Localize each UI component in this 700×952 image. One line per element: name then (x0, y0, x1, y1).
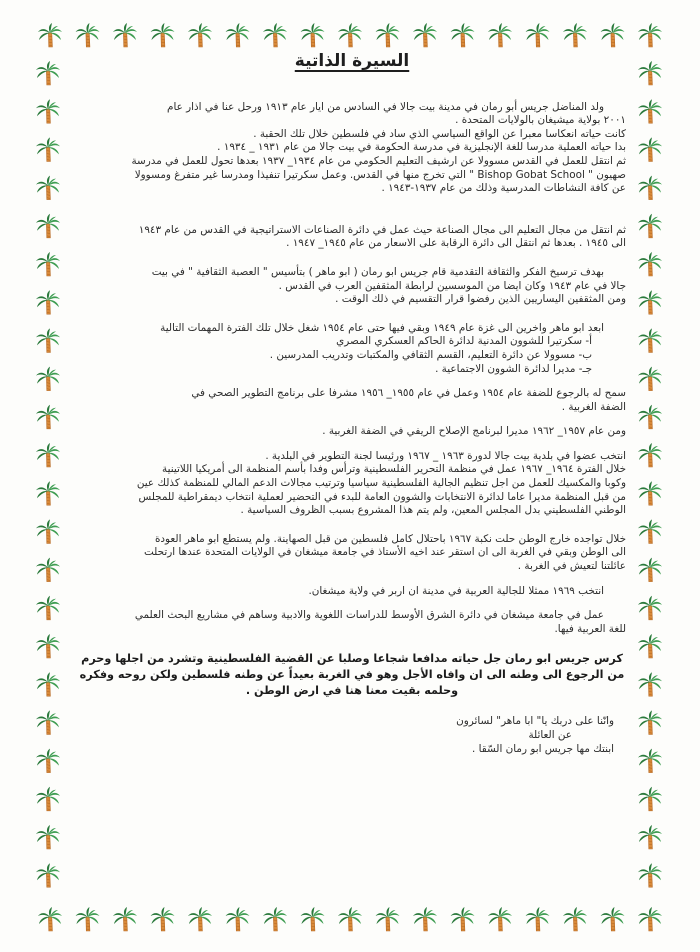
paragraph-industry (78, 224, 626, 251)
text-line: وحلمه بقيت معنا هنا في ارض الوطن . (245, 684, 459, 698)
text-line: ب- مسوولا عن دائرة التعليم، القسم الثقافي والمكتبات وتدريب المدرسين . (269, 348, 592, 361)
palm-tree-icon (638, 863, 662, 887)
palm-tree-icon (338, 907, 362, 931)
signature-block (78, 714, 626, 756)
palm-tree-icon (301, 23, 325, 47)
palm-tree-icon (638, 252, 662, 276)
palm-tree-icon (638, 99, 662, 123)
palm-tree-icon (226, 907, 250, 931)
text-line: سمح له بالرجوع للضفة عام ١٩٥٤ وعمل في عام ١٩٥٥_ ١٩٥٦ مشرفا على برنامج التطوير الصحي في (191, 387, 626, 400)
palm-tree-icon (638, 214, 662, 238)
text-line: ٢٠٠١ بولاية ميشيغان بالولايات المتحدة . (455, 114, 626, 127)
paragraph-michigan (78, 585, 626, 599)
palm-tree-icon (526, 907, 550, 931)
palm-tree-icon (451, 23, 475, 47)
palm-tree-icon (36, 252, 60, 276)
palm-tree-icon (36, 825, 60, 849)
text-line: الى الوطن وبقي في الغربة الى ان استقر عند اخيه الأستاذ في جامعة ميشغان في الولايات المتحدة عندها ارتحلت (143, 546, 626, 559)
paragraph-university (78, 609, 626, 636)
palm-tree-icon (563, 907, 587, 931)
palm-tree-icon (638, 290, 662, 314)
text-line: خلال تواجده خارج الوطن حلت نكبة ١٩٦٧ باحتلال كامل فلسطين من قبل الصهاينة. ولم يستطع ابو ماهر العودة (154, 532, 626, 545)
palm-tree-icon (36, 328, 60, 352)
palm-tree-icon (638, 367, 662, 391)
palm-tree-icon (638, 787, 662, 811)
palm-tree-icon (36, 749, 60, 773)
palm-tree-icon (263, 907, 287, 931)
palm-tree-icon (36, 481, 60, 505)
palm-tree-icon (36, 443, 60, 467)
paragraph-plo (78, 450, 626, 518)
paragraph-exile (78, 533, 626, 574)
text-line: ومن عام ١٩٥٧_ ١٩٦٢ مديرا لبرنامج الإصلاح الريفي في الضفة الغربية . (322, 425, 626, 438)
paragraph-culture (78, 266, 626, 307)
palm-tree-icon (188, 23, 212, 47)
palm-tree-icon (36, 596, 60, 620)
text-line: الضفة الغربية . (561, 400, 626, 413)
text-line: ولد المناضل جريس أبو رمان في مدينة بيت جالا في السادس من ايار عام ١٩١٣ ورحل عنا في اذار عام (167, 100, 604, 113)
document-body (78, 51, 626, 905)
palm-tree-icon (638, 672, 662, 696)
text-line: بهدف ترسيخ الفكر والثقافة التقدمية قام جريس ابو رمان ( ابو ماهر ) بتأسيس " العصبة الثقافية " في بيت (151, 265, 604, 278)
palm-tree-icon (38, 23, 62, 47)
text-line: انتخب ١٩٦٩ ممثلا للجالية العربية في مدينة ان اربر في ولاية ميشغان. (308, 584, 604, 597)
palm-tree-icon (76, 907, 100, 931)
palm-tree-icon (563, 23, 587, 47)
palm-tree-icon (151, 907, 175, 931)
text-line: أ- سكرتيرا للشوون المدنية لدائرة الحاكم العسكري المصري (336, 335, 592, 348)
palm-tree-icon (36, 367, 60, 391)
palm-tree-icon (36, 137, 60, 161)
paragraph-gaza (78, 322, 626, 376)
signature-line: عن العائلة (528, 729, 572, 742)
closing-tribute (78, 651, 626, 699)
palm-tree-icon (38, 907, 62, 931)
palm-tree-icon (638, 443, 662, 467)
palm-tree-icon (36, 99, 60, 123)
text-line: كانت حياته انعكاسا معبرا عن الواقع السياسي الذي ساد في فلسطين خلال تلك الحقبة . (253, 127, 626, 140)
palm-tree-icon (263, 23, 287, 47)
palm-tree-icon (36, 290, 60, 314)
text-line: من الرجوع الى وطنه الى ان وافاه الأجل وهو في الغربة بعيداً عن وطنه فلسطين ولكن روحه وفكره (79, 668, 625, 682)
text-line: جـ- مديرا لدائرة الشوون الاجتماعية . (435, 362, 592, 375)
palm-tree-icon (36, 519, 60, 543)
palm-tree-icon (36, 863, 60, 887)
text-line: وكوبا والمكسيك للعمل من اجل تنظيم الجالية الفلسطينية سياسيا وترتيب مجالات الدعم المالي للمنظمة كذلك عين (136, 477, 626, 490)
palm-tree-icon (638, 596, 662, 620)
text-line: جالا في عام ١٩٤٣ وكان ايضا من الموسسين لرابطة المثقفين العرب في القدس . (278, 279, 626, 292)
palm-tree-icon (526, 23, 550, 47)
palm-tree-icon (36, 787, 60, 811)
palm-tree-icon (376, 907, 400, 931)
text-line: عن كافة النشاطات المدرسية وذلك من عام ١٩٣٧-١٩٤٣ . (381, 182, 626, 195)
signature-line: وانّنا على دربك يا" ابا ماهر" لسائرون (456, 715, 614, 728)
palm-tree-icon (638, 61, 662, 85)
text-line: ثم انتقل للعمل في القدس مسوولا عن ارشيف التعليم الحكومي من عام ١٩٣٤_ ١٩٣٧ بعدها تحول للعمل في مدرسة (131, 154, 626, 167)
palm-tree-icon (188, 907, 212, 931)
text-line: الى ١٩٤٥ . بعدها ثم انتقل الى دائرة الرقابة على الاسعار من عام ١٩٤٥_ ١٩٤٧ . (286, 237, 626, 250)
palm-tree-icon (638, 519, 662, 543)
palm-tree-icon (36, 672, 60, 696)
palm-tree-icon (638, 405, 662, 429)
palm-tree-icon (638, 137, 662, 161)
text-line: من قبل المنظمة مديرا عاما لدائرة الانتخابات والشوون العامة للبدء في التحضير لعملية انتخاب ديمقراطية للمجلس (138, 490, 626, 503)
text-line: خلال الفترة ١٩٦٤_ ١٩٦٧ عمل في منظمة التحرير الفلسطينية وترأس وفدا بأسم المنظمة الى أمريكيا اللاتينية (162, 463, 626, 476)
text-line: عمل في جامعة ميشغان في دائرة الشرق الأوسط للدراسات اللغوية والادبية وساهم في مشاريع البحث العلمي (134, 609, 604, 622)
palm-tree-icon (151, 23, 175, 47)
palm-tree-icon (638, 907, 662, 931)
text-line: ومن المثقفين اليساريين الذين رفضوا قرار التقسيم في ذلك الوقت . (335, 293, 626, 306)
palm-tree-icon (638, 558, 662, 582)
palm-tree-icon (76, 23, 100, 47)
palm-tree-icon (638, 23, 662, 47)
text-line: صهيون " Bishop Gobat School " التي تخرج منها في القدس. وعمل سكرتيرا تنفيذا ومدرسا غير متفرغ ومسوولا (134, 168, 626, 181)
paragraph-rural (78, 425, 626, 439)
text-line: بدا حياته العملية مدرسا للغة الإنجليزية في مدرسة الحكومة في بيت جالا من عام ١٩٣١ _ ١٩٣٤ . (217, 141, 626, 154)
palm-tree-icon (36, 405, 60, 429)
palm-tree-icon (301, 907, 325, 931)
palm-tree-icon (638, 481, 662, 505)
palm-tree-icon (638, 825, 662, 849)
text-line: للغة العربية فيها. (554, 622, 626, 635)
palm-tree-icon (226, 23, 250, 47)
document-title: السيرة الذاتية (294, 51, 410, 71)
palm-tree-icon (638, 328, 662, 352)
palm-tree-icon (36, 634, 60, 658)
palm-tree-icon (601, 23, 625, 47)
palm-tree-icon (488, 23, 512, 47)
palm-tree-icon (413, 23, 437, 47)
palm-tree-icon (413, 907, 437, 931)
text-line: الوطني الفلسطيني بدل المجلس المعين، ولم يتم هذا المشروع بسبب الظروف السياسية . (240, 504, 626, 517)
text-line: ثم انتقل من مجال التعليم الى مجال الصناعة حيث عمل في دائرة الصناعات الاستراتيجية في القدس من عام ١٩٤٣ (138, 223, 626, 236)
palm-tree-icon (36, 558, 60, 582)
palm-tree-icon (638, 749, 662, 773)
palm-tree-icon (36, 61, 60, 85)
palm-tree-icon (113, 23, 137, 47)
palm-tree-icon (376, 23, 400, 47)
palm-tree-icon (638, 634, 662, 658)
palm-tree-icon (36, 710, 60, 734)
signature-line: ابنتك مها جريس ابو رمان السّقا . (471, 743, 614, 756)
paragraph-return (78, 387, 626, 414)
text-line: انتخب عضوا في بلدية بيت جالا لدورة ١٩٦٣ _ ١٩٦٧ ورئيسا لجنة التطوير في البلدية . (265, 449, 626, 462)
text-line: عائلتنا لتعيش في الغربة . (517, 560, 626, 573)
text-line: ابعد ابو ماهر واخرين الى غزة عام ١٩٤٩ وبقي فيها حتى عام ١٩٥٤ شغل خلال تلك الفترة المهمات التالية (160, 321, 604, 334)
palm-tree-icon (488, 907, 512, 931)
palm-tree-icon (638, 710, 662, 734)
palm-tree-icon (338, 23, 362, 47)
paragraph-birth (78, 101, 626, 196)
palm-tree-icon (113, 907, 137, 931)
palm-tree-icon (36, 214, 60, 238)
palm-tree-icon (638, 176, 662, 200)
palm-tree-icon (451, 907, 475, 931)
text-line: كرس جريس ابو رمان جل حياته مدافعا شجاعا وصلبا عن القضية الفلسطينية وتشرد من اجلها وحرم (81, 652, 623, 666)
palm-tree-icon (36, 176, 60, 200)
palm-tree-icon (601, 907, 625, 931)
